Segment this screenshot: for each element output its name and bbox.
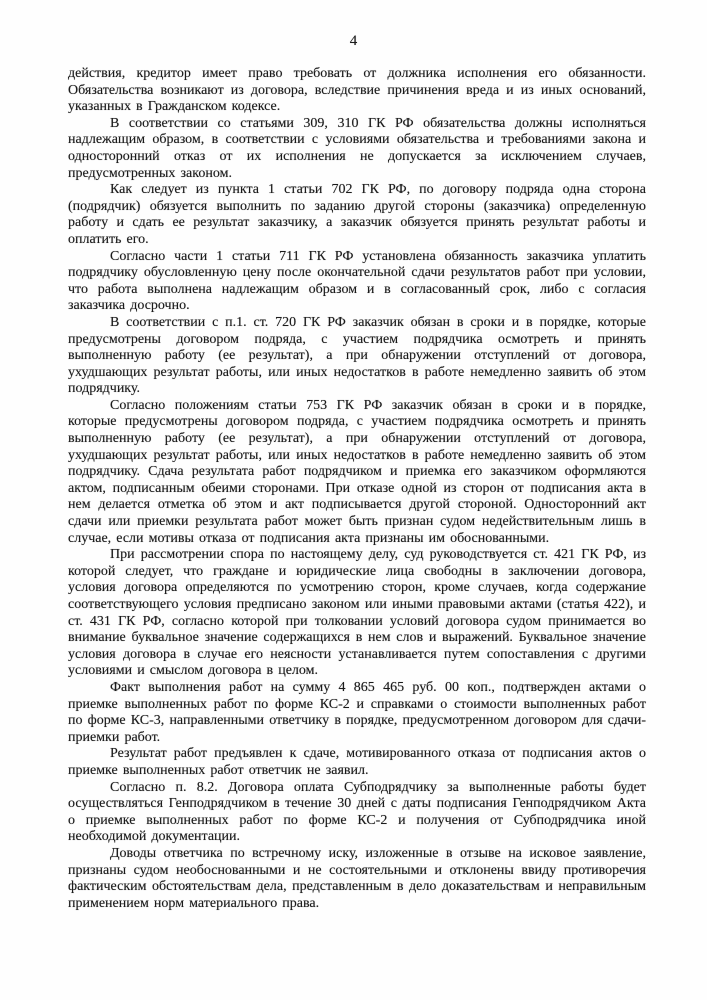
paragraph: Как следует из пункта 1 статьи 702 ГК РФ, по договору подряда одна сторона (подрядчик) обязуется выполнить по заданию другой стороны (заказчика) определенную работу и сдать ее результат заказчику, а заказчик обязуется принять результат работы и оплатить его. <box>68 182 646 247</box>
paragraph-continuation: действия, кредитор имеет право требовать от должника исполнения его обязанности. Обязательства возникают из договора, вследствие причинения вреда и из иных оснований, указанных в Гражданском кодексе. <box>68 66 646 115</box>
paragraph: В соответствии со статьями 309, 310 ГК РФ обязательства должны исполняться надлежащим образом, в соответствии с условиями обязательства и требованиями закона и односторонний отказ от их исполнения не допускается за исключением случаев, предусмотренных законом. <box>68 115 646 181</box>
paragraph: При рассмотрении спора по настоящему делу, суд руководствуется ст. 421 ГК РФ, из которой следует, что граждане и юридические лица свободны в заключении договора, условия договора определяются по усмотрению сторон, кроме случаев, когда содержание соответствующего условия предписано законом или иными правовыми актами (статья 422), и ст. 431 ГК РФ, согласно которой при толковании условий договора судом принимается во внимание буквальное значение содержащихся в нем слов и выражений. Буквальное значение условия договора в случае его неясности устанавливается путем сопоставления с другими условиями и смыслом договора в целом. <box>68 547 646 679</box>
paragraph: Согласно п. 8.2. Договора оплата Субподрядчику за выполненные работы будет осуществляться Генподрядчиком в течение 30 дней с даты подписания Генподрядчиком Акта о приемке выполненных работ по форме КС-2 и получения от Субподрядчика иной необходимой документации. <box>68 779 646 845</box>
paragraph: Факт выполнения работ на сумму 4 865 465 руб. 00 коп., подтвержден актами о приемке выполненных работ по форме КС-2 и справками о стоимости выполненных работ по форме КС-3, направленными ответчику в порядке, предусмотренном договором для сдачи-приемки работ. <box>68 679 646 745</box>
page-number: 4 <box>349 33 358 49</box>
paragraph: Доводы ответчика по встречному иску, изложенные в отзыве на исковое заявление, признаны судом необоснованными и не состоятельными и отклонены ввиду противоречия фактическим обстоятельствам дела, представленным в дело доказательствам и неправильным применением норм материального права. <box>68 845 646 911</box>
paragraph: Согласно положениям статьи 753 ГК РФ заказчик обязан в сроки и в порядке, которые предусмотрены договором подряда, с участием подрядчика осмотреть и принять выполненную работу (ее результат), а при обнаружении отступлений от договора, ухудшающих результат работы, или иных недостатков в работе немедленно заявить об этом подрядчику. Сдача результата работ подрядчиком и приемка его заказчиком оформляются актом, подписанным обеими сторонами. При отказе одной из сторон от подписания акта в нем делается отметка об этом и акт подписывается другой стороной. Односторонний акт сдачи или приемки результата работ может быть признан судом недействительным лишь в случае, если мотивы отказа от подписания акта признаны им обоснованными. <box>68 397 646 546</box>
paragraph: Согласно части 1 статьи 711 ГК РФ установлена обязанность заказчика уплатить подрядчику обусловленную цену после окончательной сдачи результатов работ при условии, что работа выполнена надлежащим образом и в согласованный срок, либо с согласия заказчика досрочно. <box>68 248 646 314</box>
paragraph: Результат работ предъявлен к сдаче, мотивированного отказа от подписания актов о приемке выполненных работ ответчик не заявил. <box>68 746 646 778</box>
document-body <box>68 66 646 912</box>
paragraph: В соответствии с п.1. ст. 720 ГК РФ заказчик обязан в сроки и в порядке, которые предусмотрены договором подряда, с участием подрядчика осмотреть и принять выполненную работу (ее результат), а при обнаружении отступлений от договора, ухудшающих результат работы, или иных недостатков в работе немедленно заявить об этом подрядчику. <box>68 314 646 397</box>
